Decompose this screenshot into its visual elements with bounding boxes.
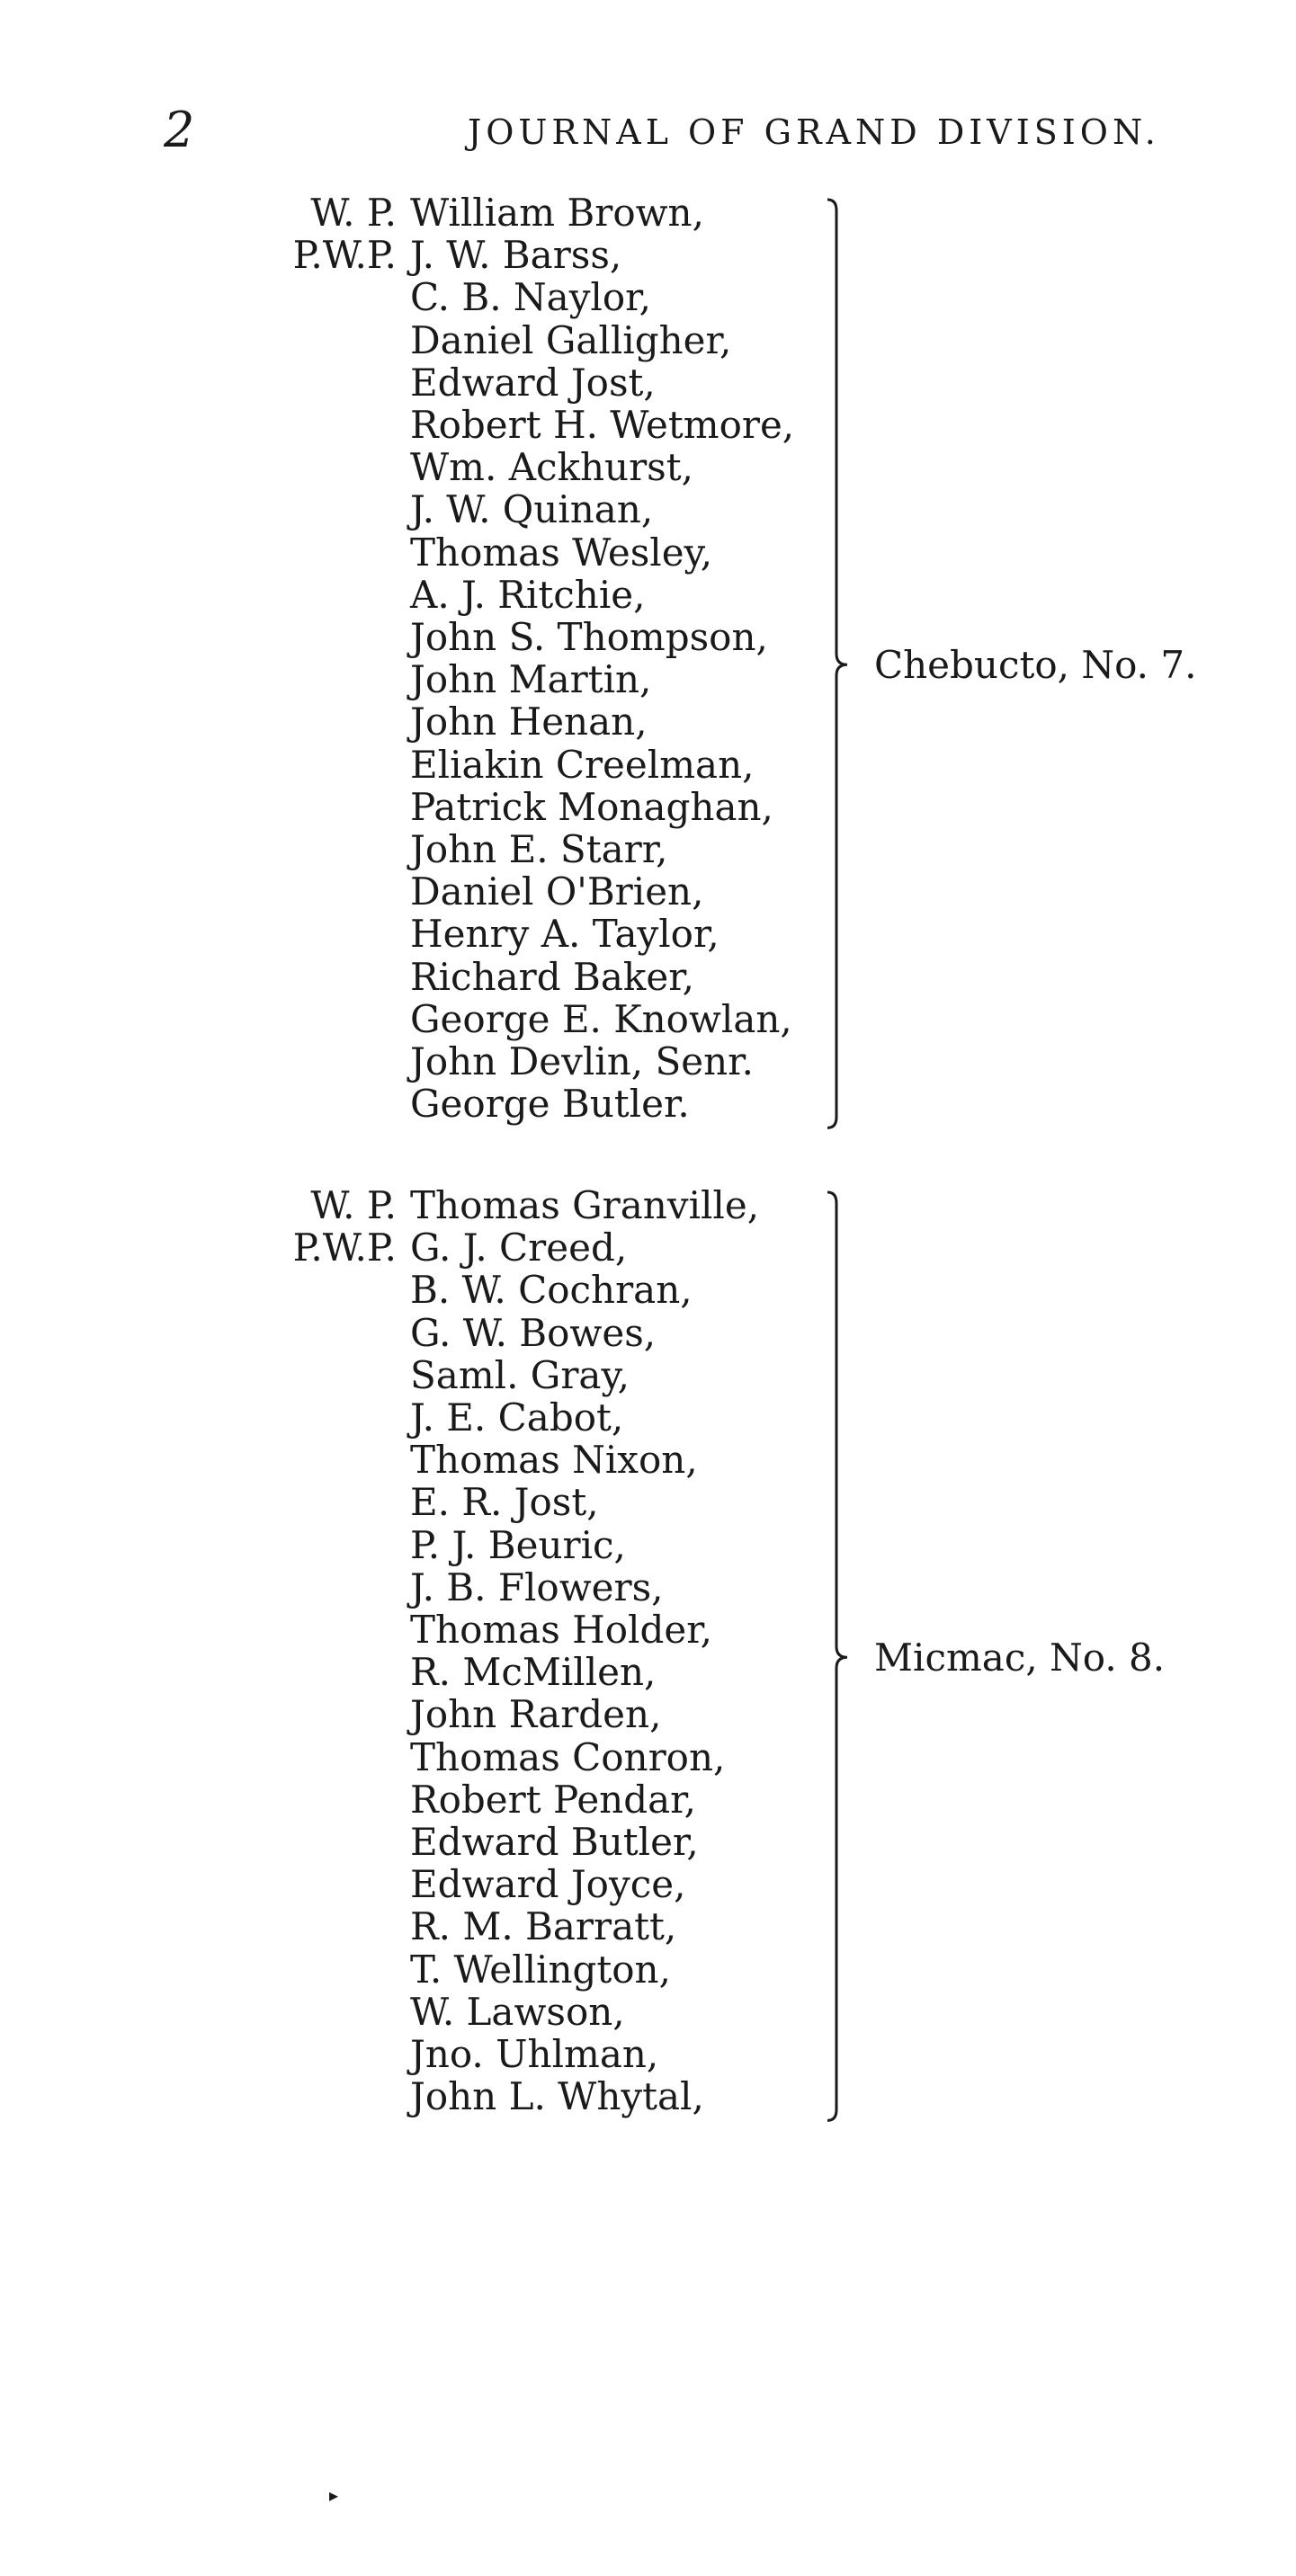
member-row xyxy=(0,1906,1296,1948)
member-row xyxy=(0,405,1296,446)
member-row xyxy=(0,1779,1296,1821)
member-name: William Brown, xyxy=(410,191,704,235)
member-row xyxy=(0,235,1296,276)
member-row xyxy=(0,1440,1296,1481)
member-name: J. B. Flowers, xyxy=(410,1564,664,1609)
member-row xyxy=(0,1482,1296,1523)
brace-icon xyxy=(818,198,854,1131)
member-name: J. W. Quinan, xyxy=(410,487,654,532)
member-row xyxy=(0,1227,1296,1269)
member-name: Thomas Granville, xyxy=(410,1183,760,1227)
member-name: George E. Knowlan, xyxy=(410,996,792,1041)
member-name: Patrick Monaghan, xyxy=(410,784,773,829)
member-row xyxy=(0,447,1296,488)
member-name: R. McMillen, xyxy=(410,1650,657,1695)
member-name: Robert H. Wetmore, xyxy=(410,403,795,447)
member-row xyxy=(0,1310,1296,1355)
member-row xyxy=(0,572,1296,617)
member-row xyxy=(0,829,1296,870)
member-row xyxy=(0,1185,1296,1226)
member-name: G. W. Bowes, xyxy=(410,1310,657,1355)
member-name: P. J. Beuric, xyxy=(410,1522,626,1567)
member-row xyxy=(0,1041,1296,1083)
member-row xyxy=(0,489,1296,530)
member-row xyxy=(0,954,1296,999)
running-head: JOURNAL OF GRAND DIVISION. xyxy=(468,112,1160,152)
member-name: Thomas Holder, xyxy=(410,1608,713,1652)
member-name: E. R. Jost, xyxy=(410,1480,599,1525)
member-row xyxy=(0,1864,1296,1905)
member-row xyxy=(0,2034,1296,2075)
member-name: Jno. Uhlman, xyxy=(410,2032,659,2076)
member-row xyxy=(0,1522,1296,1567)
member-name: Edward Joyce, xyxy=(410,1862,686,1907)
member-name: Thomas Wesley, xyxy=(410,530,713,575)
member-row xyxy=(0,914,1296,955)
member-row xyxy=(0,317,1296,362)
member-name: John Henan, xyxy=(410,700,648,744)
member-row xyxy=(0,1694,1296,1735)
member-name: J. W. Barss, xyxy=(410,233,622,278)
member-name: Wm. Ackhurst, xyxy=(410,445,693,490)
member-name: W. Lawson, xyxy=(410,1989,625,2034)
member-name: A. J. Ritchie, xyxy=(410,572,646,617)
member-name: Edward Jost, xyxy=(410,360,656,405)
member-name: T. Wellington, xyxy=(410,1947,671,1992)
member-name: G. J. Creed, xyxy=(410,1226,628,1270)
page-number: 2 xyxy=(164,102,195,158)
member-name: R. M. Barratt, xyxy=(410,1904,677,1949)
member-name: Daniel Galligher, xyxy=(410,317,732,362)
member-name: Thomas Conron, xyxy=(410,1734,726,1779)
member-row xyxy=(0,1734,1296,1779)
member-name: Eliakin Creelman, xyxy=(410,742,755,787)
member-row xyxy=(0,1352,1296,1397)
member-name: Henry A. Taylor, xyxy=(410,912,720,957)
member-name: John L. Whytal, xyxy=(410,2074,704,2119)
member-row xyxy=(0,701,1296,743)
member-name: Thomas Nixon, xyxy=(410,1438,698,1483)
member-name: B. W. Cochran, xyxy=(410,1268,693,1313)
printer-mark: ▸ xyxy=(329,2484,339,2506)
member-name: C. B. Naylor, xyxy=(410,275,651,320)
member-row xyxy=(0,744,1296,786)
member-row xyxy=(0,1270,1296,1311)
member-name: Robert Pendar, xyxy=(410,1777,696,1822)
member-row xyxy=(0,1822,1296,1863)
member-row xyxy=(0,1083,1296,1125)
brace-icon xyxy=(818,1190,854,2124)
member-row xyxy=(0,532,1296,574)
officer-title: W. P. xyxy=(310,191,397,235)
member-row xyxy=(0,1564,1296,1609)
officer-title: P.W.P. xyxy=(292,233,397,278)
member-name: John Martin, xyxy=(410,657,652,702)
member-row xyxy=(0,192,1296,234)
member-row xyxy=(0,2076,1296,2117)
member-name: John Devlin, Senr. xyxy=(410,1039,754,1083)
member-name: J. E. Cabot, xyxy=(410,1395,624,1440)
member-row xyxy=(0,1989,1296,2034)
member-row xyxy=(0,1397,1296,1439)
member-name: John E. Starr, xyxy=(410,827,668,871)
member-name: John Rarden, xyxy=(410,1692,662,1737)
member-row xyxy=(0,277,1296,318)
officer-title: W. P. xyxy=(310,1183,397,1227)
member-row xyxy=(0,996,1296,1041)
member-row xyxy=(0,362,1296,404)
member-name: Edward Butler, xyxy=(410,1820,699,1864)
member-name: Daniel O'Brien, xyxy=(410,869,704,914)
member-row xyxy=(0,871,1296,913)
member-name: Saml. Gray, xyxy=(410,1352,630,1397)
member-name: John S. Thompson, xyxy=(410,615,768,659)
division-name: Chebucto, No. 7. xyxy=(874,643,1197,688)
member-row xyxy=(0,1949,1296,1991)
member-row xyxy=(0,784,1296,829)
officer-title: P.W.P. xyxy=(292,1226,397,1270)
member-name: George Butler. xyxy=(410,1082,690,1127)
division-name: Micmac, No. 8. xyxy=(874,1636,1166,1680)
member-name: Richard Baker, xyxy=(410,954,695,999)
